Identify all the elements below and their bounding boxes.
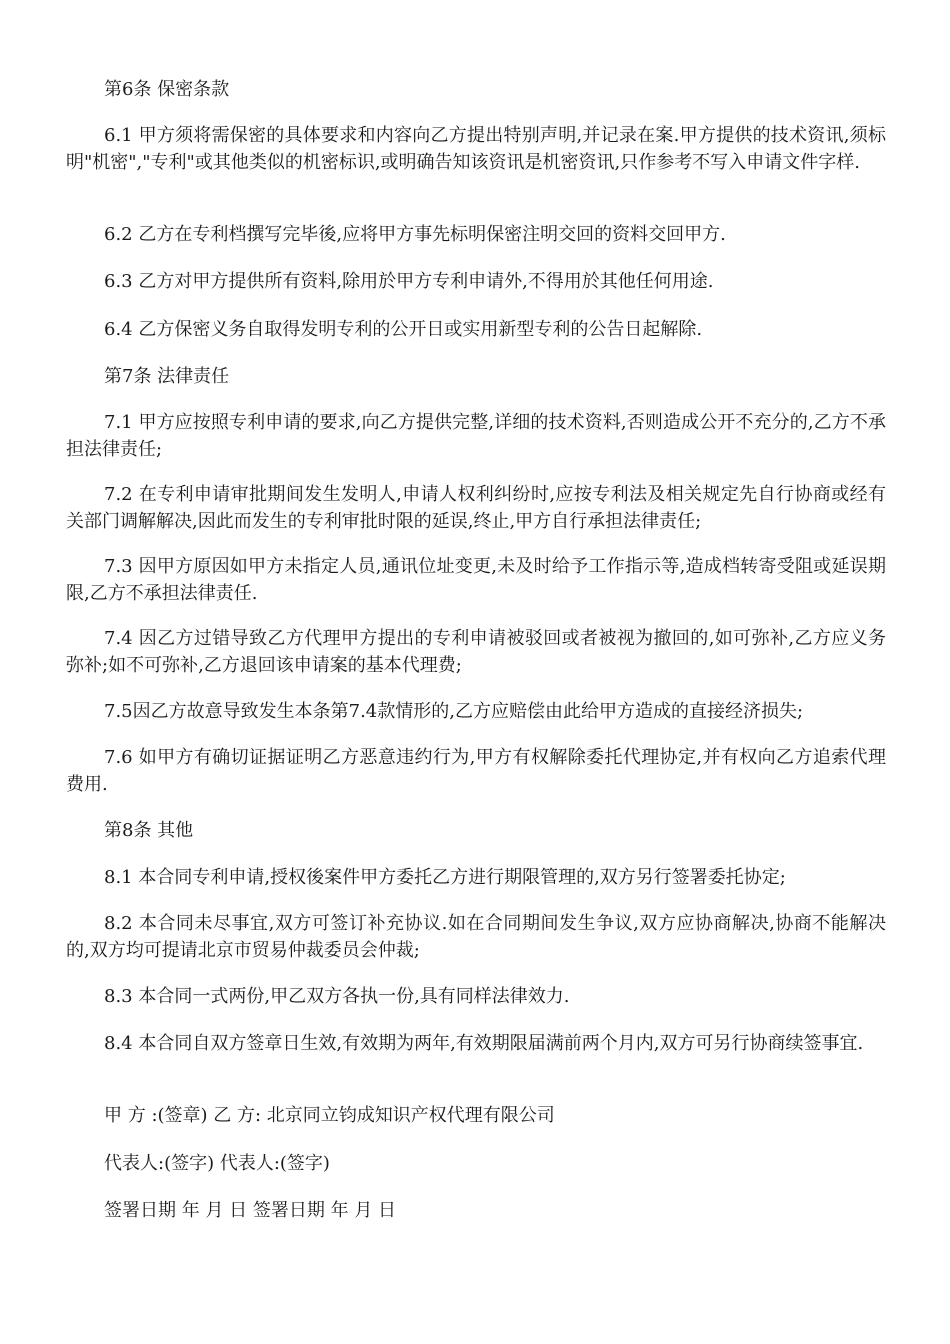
clause-6-4: 6.4 乙方保密义务自取得发明专利的公开日或实用新型专利的公告日起解除.: [104, 319, 703, 340]
section-8-heading: 第8条 其他: [104, 820, 194, 841]
clause-7-3: 7.3 因甲方原因如甲方未指定人员,通讯位址变更,未及时给予工作指示等,造成档转寄受阻或延误期限,乙方不承担法律责任.: [66, 556, 886, 604]
section-7-heading: 第7条 法律责任: [104, 366, 230, 387]
signature-dates: 签署日期 年 月 日 签署日期 年 月 日: [104, 1200, 397, 1221]
clause-7-5: 7.5因乙方故意导致发生本条第7.4款情形的,乙方应赔偿由此给甲方造成的直接经济损失;: [104, 701, 804, 722]
clause-7-6: 7.6 如甲方有确切证据证明乙方恶意违约行为,甲方有权解除委托代理协定,并有权向乙方追索代理费用.: [66, 747, 886, 795]
section-6-heading: 第6条 保密条款: [104, 79, 230, 100]
clause-6-2: 6.2 乙方在专利档撰写完毕後,应将甲方事先标明保密注明交回的资料交回甲方.: [104, 224, 726, 245]
signature-representatives: 代表人:(签字) 代表人:(签字): [104, 1153, 330, 1174]
clause-7-1: 7.1 甲方应按照专利申请的要求,向乙方提供完整,详细的技术资料,否则造成公开不充分的,乙方不承担法律责任;: [66, 412, 886, 460]
clause-8-4: 8.4 本合同自双方签章日生效,有效期为两年,有效期限届满前两个月内,双方可另行协商续签事宜.: [104, 1033, 864, 1054]
clause-7-2: 7.2 在专利申请审批期间发生发明人,申请人权利纠纷时,应按专利法及相关规定先自行协商或经有关部门调解解决,因此而发生的专利审批时限的延误,终止,甲方自行承担法律责任;: [66, 484, 886, 532]
signature-parties: 甲 方 :(签章) 乙 方: 北京同立钧成知识产权代理有限公司: [104, 1105, 555, 1126]
clause-6-3: 6.3 乙方对甲方提供所有资料,除用於甲方专利申请外,不得用於其他任何用途.: [104, 271, 714, 292]
clause-6-1: 6.1 甲方须将需保密的具体要求和内容向乙方提出特别声明,并记录在案.甲方提供的技术资讯,须标明"机密","专利"或其他类似的机密标识,或明确告知该资讯是机密资讯,只作参考不写入申请文件字样.: [66, 125, 886, 173]
clause-8-1: 8.1 本合同专利申请,授权後案件甲方委托乙方进行期限管理的,双方另行签署委托协定;: [104, 867, 786, 888]
clause-7-4: 7.4 因乙方过错导致乙方代理甲方提出的专利申请被驳回或者被视为撤回的,如可弥补,乙方应义务弥补;如不可弥补,乙方退回该申请案的基本代理费;: [66, 628, 886, 676]
clause-8-2: 8.2 本合同未尽事宜,双方可签订补充协议.如在合同期间发生争议,双方应协商解决,协商不能解决的,双方均可提请北京市贸易仲裁委员会仲裁;: [66, 913, 886, 961]
clause-8-3: 8.3 本合同一式两份,甲乙双方各执一份,具有同样法律效力.: [104, 986, 570, 1007]
